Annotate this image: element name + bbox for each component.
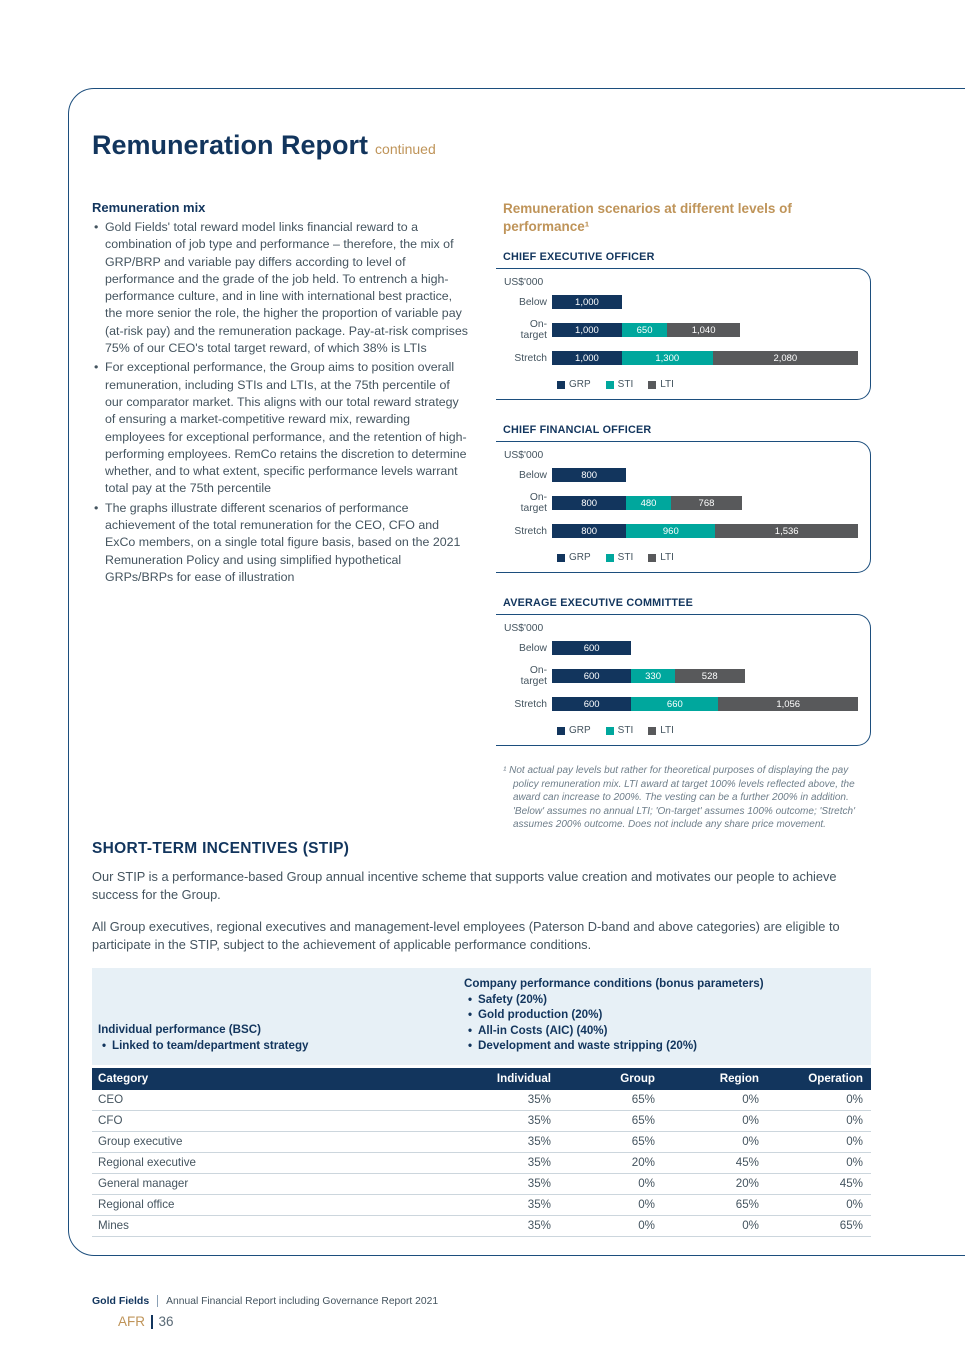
value-cell: 0%: [559, 1215, 663, 1236]
chart-legend: [557, 725, 858, 736]
chart-row: [504, 468, 858, 482]
legend-label: STI: [617, 379, 634, 390]
column-header-operation: Operation: [767, 1068, 871, 1090]
scenarios-heading: Remuneration scenarios at different levels of performance¹: [503, 201, 792, 234]
bar-track: [552, 669, 858, 683]
chart-row: [504, 295, 858, 309]
legend-swatch-icon: [606, 727, 614, 735]
bar-category-label: On-target: [520, 665, 547, 687]
legend-item-lti: [648, 552, 674, 563]
brand-name: Gold Fields: [92, 1295, 150, 1307]
value-cell: 20%: [559, 1152, 663, 1173]
table-row: [92, 1215, 871, 1236]
bar-category-label: Stretch: [514, 352, 547, 364]
bar-segment-lti: 2,080: [713, 351, 858, 365]
bar-segment-grp: 600: [552, 641, 631, 655]
legend-label: GRP: [569, 379, 591, 390]
value-cell: 65%: [559, 1131, 663, 1152]
chart-rows: [504, 468, 858, 538]
legend-label: STI: [617, 725, 634, 736]
value-cell: 35%: [455, 1152, 559, 1173]
chart-rows: [504, 295, 858, 365]
chart-row: [504, 351, 858, 365]
value-cell: 65%: [559, 1110, 663, 1131]
legend-item-sti: [606, 379, 634, 390]
bar-segment-lti: 1,040: [667, 323, 740, 337]
column-header-category: Category: [92, 1068, 455, 1090]
page-title-text: Remuneration Report: [92, 130, 369, 161]
company-performance-block: [464, 977, 861, 1054]
legend-label: LTI: [660, 379, 674, 390]
bar-track: [552, 295, 858, 309]
value-cell: 0%: [767, 1131, 871, 1152]
stip-weighting-table: [92, 1068, 871, 1237]
value-cell: 0%: [663, 1110, 767, 1131]
individual-performance-heading: Individual performance (BSC): [98, 1023, 261, 1037]
chart-row: [504, 665, 858, 687]
table-row: [92, 1194, 871, 1215]
bar-category-label: Below: [518, 469, 547, 481]
legend-swatch-icon: [606, 554, 614, 562]
remuneration-mix-heading: Remuneration mix: [92, 200, 206, 215]
report-name: Annual Financial Report including Governance Report 2021: [166, 1295, 439, 1307]
bar-segment-sti: 660: [631, 697, 718, 711]
value-cell: 0%: [767, 1090, 871, 1111]
column-header-region: Region: [663, 1068, 767, 1090]
column-header-group: Group: [559, 1068, 663, 1090]
chart-rows: [504, 641, 858, 711]
legend-swatch-icon: [557, 727, 565, 735]
chart-row: [504, 641, 858, 655]
legend-label: STI: [617, 552, 634, 563]
page-footer: [92, 1295, 438, 1329]
bar-segment-sti: 330: [631, 669, 675, 683]
value-cell: 35%: [455, 1194, 559, 1215]
bar-track: [552, 351, 858, 365]
legend-item-grp: [557, 552, 591, 563]
chart-title: AVERAGE EXECUTIVE COMMITTEE: [503, 597, 693, 609]
value-cell: 35%: [455, 1173, 559, 1194]
table-row: [92, 1152, 871, 1173]
bar-segment-sti: 1,300: [622, 351, 713, 365]
category-cell: CFO: [92, 1110, 455, 1131]
category-cell: CEO: [92, 1090, 455, 1111]
legend-item-grp: [557, 725, 591, 736]
stip-paragraph-1: Our STIP is a performance-based Group annual incentive scheme that supports value creation and motivates our people to achieve success for the Group.: [92, 869, 837, 902]
value-cell: 0%: [767, 1110, 871, 1131]
individual-performance-bullets: [98, 1038, 464, 1053]
stip-paragraph-2: All Group executives, regional executives and management-level employees (Paterson D-band and above categories) are eligible to participate in the STIP, subject to the achievement of applicable performance conditions.: [92, 919, 840, 952]
value-cell: 35%: [455, 1110, 559, 1131]
bar-track: [552, 524, 858, 538]
legend-label: GRP: [569, 725, 591, 736]
bullet-item: • Linked to team/department strategy: [98, 1038, 464, 1053]
bar-category-label: On-target: [520, 492, 547, 514]
company-performance-bullets: [464, 992, 861, 1054]
chart-row: [504, 524, 858, 538]
legend-item-lti: [648, 379, 674, 390]
bullet-item: • Safety (20%): [464, 992, 861, 1007]
bar-chart-exco: [496, 614, 871, 746]
chart-legend: [557, 552, 858, 563]
value-cell: 65%: [663, 1194, 767, 1215]
chart-block-ceo: [503, 251, 871, 400]
bullet-item: • Development and waste stripping (20%): [464, 1038, 861, 1053]
page-number: 36: [158, 1314, 174, 1329]
bar-segment-grp: 600: [552, 669, 631, 683]
bar-track: [552, 496, 858, 510]
bullet-item: • All-in Costs (AIC) (40%): [464, 1023, 861, 1038]
bar-track: [552, 468, 858, 482]
stip-table-body: [92, 1090, 871, 1237]
section-label: AFR: [118, 1314, 145, 1329]
bullet-item: • Gold production (20%): [464, 1007, 861, 1022]
category-cell: Regional office: [92, 1194, 455, 1215]
value-cell: 35%: [455, 1090, 559, 1111]
bar-category-label: Stretch: [514, 525, 547, 537]
footer-divider: [157, 1295, 158, 1307]
category-cell: Mines: [92, 1215, 455, 1236]
legend-item-grp: [557, 379, 591, 390]
bar-category-label: Below: [518, 642, 547, 654]
value-cell: 45%: [663, 1152, 767, 1173]
bar-track: [552, 697, 858, 711]
column-header-individual: Individual: [455, 1068, 559, 1090]
bar-segment-lti: 768: [671, 496, 742, 510]
axis-unit-label: US$'000: [504, 277, 544, 288]
value-cell: 0%: [663, 1215, 767, 1236]
chart-block-exco: [503, 597, 871, 746]
legend-label: LTI: [660, 725, 674, 736]
stip-heading: SHORT-TERM INCENTIVES (STIP): [92, 840, 350, 857]
legend-item-sti: [606, 552, 634, 563]
remuneration-scenarios-section: [503, 200, 871, 842]
legend-label: GRP: [569, 552, 591, 563]
company-performance-heading: Company performance conditions (bonus parameters): [464, 977, 764, 990]
individual-performance-block: [98, 977, 464, 1054]
legend-swatch-icon: [557, 554, 565, 562]
chart-row: [504, 492, 858, 514]
table-row: [92, 1090, 871, 1111]
bar-segment-grp: 600: [552, 697, 631, 711]
legend-swatch-icon: [648, 554, 656, 562]
remuneration-mix-section: [92, 200, 470, 588]
chart-title: CHIEF EXECUTIVE OFFICER: [503, 251, 655, 263]
category-cell: Group executive: [92, 1131, 455, 1152]
bar-category-label: Below: [518, 296, 547, 308]
chart-title: CHIEF FINANCIAL OFFICER: [503, 424, 652, 436]
table-row: [92, 1173, 871, 1194]
bar-segment-lti: 1,536: [715, 524, 858, 538]
bar-track: [552, 641, 858, 655]
value-cell: 0%: [663, 1090, 767, 1111]
bar-category-label: Stretch: [514, 698, 547, 710]
bar-chart-ceo: [496, 268, 871, 400]
page-title: [92, 130, 436, 161]
table-row: [92, 1110, 871, 1131]
chart-row: [504, 697, 858, 711]
bar-segment-grp: 800: [552, 496, 626, 510]
value-cell: 65%: [559, 1090, 663, 1111]
bullet-item: • The graphs illustrate different scenarios of performance achievement of the total remuneration for the CEO, CFO and ExCo members, on a single total figure basis, based on the 2021 Remuneration Policy and using simplified hypothetical GRPs/BRPs for ease of illustration: [92, 500, 470, 586]
legend-swatch-icon: [648, 381, 656, 389]
value-cell: 45%: [767, 1173, 871, 1194]
bar-segment-grp: 800: [552, 468, 626, 482]
bar-category-label: On-target: [520, 319, 547, 341]
value-cell: 0%: [663, 1131, 767, 1152]
bar-segment-sti: 480: [626, 496, 671, 510]
legend-label: LTI: [660, 552, 674, 563]
value-cell: 0%: [559, 1173, 663, 1194]
bar-segment-grp: 1,000: [552, 323, 622, 337]
value-cell: 65%: [767, 1215, 871, 1236]
page-title-continued: continued: [375, 141, 436, 158]
bullet-item: • Gold Fields' total reward model links financial reward to a combination of job type and performance – therefore, the mix of GRP/BRP and variable pay differs according to level of performance and the grade of the job held. To entrench a high-performance culture, and in line with international best practice, the more senior the role, the higher the proportion of variable pay (at-risk pay) and the remuneration package. Pay-at-risk comprises 75% of our CEO's total target reward, of which 38% is LTIs: [92, 219, 470, 357]
chart-row: [504, 319, 858, 341]
value-cell: 0%: [767, 1194, 871, 1215]
bar-chart-cfo: [496, 441, 871, 573]
category-cell: Regional executive: [92, 1152, 455, 1173]
legend-item-lti: [648, 725, 674, 736]
chart-footnote: ¹ Not actual pay levels but rather for theoretical purposes of displaying the pay policy remuneration mix. LTI award at target 100% levels reflected above, the award can increase to 200%. The vesting can be a further 200% in addition. 'Below' assumes no annual LTI; 'On-target' assumes 100% outcome; 'Stretch' assumes 200% outcome. Does not include any share price movement.: [503, 765, 855, 831]
axis-unit-label: US$'000: [504, 450, 544, 461]
bar-segment-sti: 960: [626, 524, 715, 538]
legend-swatch-icon: [557, 381, 565, 389]
value-cell: 0%: [559, 1194, 663, 1215]
category-cell: General manager: [92, 1173, 455, 1194]
bar-segment-lti: 528: [675, 669, 745, 683]
legend-item-sti: [606, 725, 634, 736]
bar-track: [552, 323, 858, 337]
chart-legend: [557, 379, 858, 390]
performance-conditions-box: [92, 968, 871, 1065]
bar-segment-sti: 650: [622, 323, 667, 337]
bullet-item: • For exceptional performance, the Group aims to position overall remuneration, including STIs and LTIs, at the 75th percentile of our comparator market. This aligns with our total reward strategy of ensuring a market-competitive reward mix, rewarding employees for exceptional performance, and the retention of high-performing employees. RemCo retains the discretion to determine whether, and to what extent, specific performance levels warrant total pay at the 75th percentile: [92, 359, 470, 497]
bar-segment-grp: 800: [552, 524, 626, 538]
table-row: [92, 1131, 871, 1152]
axis-unit-label: US$'000: [504, 623, 544, 634]
legend-swatch-icon: [648, 727, 656, 735]
value-cell: 35%: [455, 1131, 559, 1152]
bar-segment-grp: 1,000: [552, 295, 622, 309]
remuneration-mix-bullets: [92, 219, 470, 586]
bar-segment-lti: 1,056: [718, 697, 858, 711]
value-cell: 20%: [663, 1173, 767, 1194]
stip-section: [92, 840, 871, 1237]
bar-segment-grp: 1,000: [552, 351, 622, 365]
value-cell: 35%: [455, 1215, 559, 1236]
legend-swatch-icon: [606, 381, 614, 389]
table-header-row: [92, 1068, 871, 1090]
chart-block-cfo: [503, 424, 871, 573]
value-cell: 0%: [767, 1152, 871, 1173]
footer-divider-2: [151, 1315, 153, 1329]
